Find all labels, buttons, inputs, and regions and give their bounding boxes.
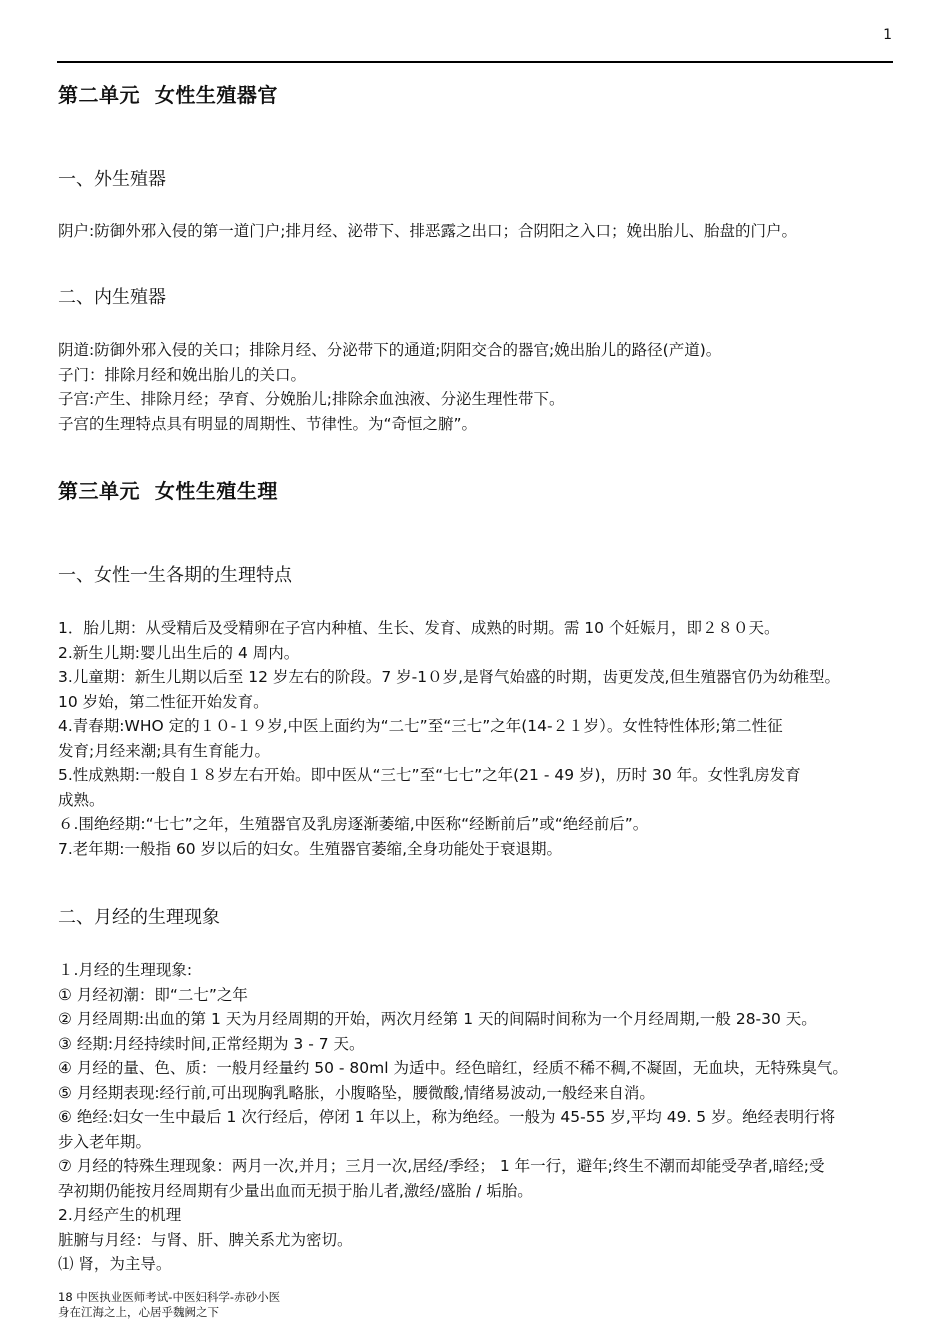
text-line: 孕初期仍能按月经周期有少量出血而无损于胎儿者,激经/盛胎 / 垢胎。 bbox=[58, 1181, 533, 1200]
unit-2-section-2-text bbox=[58, 338, 908, 436]
text-line: ③ 经期:月经持续时间,正常经期为 3 - 7 天。 bbox=[58, 1034, 365, 1053]
footer-line: 身在江海之上，心居乎魏阙之下 bbox=[58, 1305, 219, 1319]
text-line: 子门：排除月经和娩出胎儿的关口。 bbox=[58, 365, 307, 384]
text-line: 成熟。 bbox=[58, 790, 105, 809]
unit-3-section-1-title: 一、女性一生各期的生理特点 bbox=[58, 565, 292, 586]
unit-3-title: 第三单元 女性生殖生理 bbox=[58, 479, 278, 503]
footer-line: 18 中医执业医师考试-中医妇科学-赤砂小医 bbox=[58, 1290, 281, 1304]
text-line: 阴道:防御外邪入侵的关口；排除月经、分泌带下的通道;阴阳交合的器官;娩出胎儿的路径(产道)。 bbox=[58, 341, 722, 359]
unit-3-section-2-text bbox=[58, 958, 908, 1277]
text-line: 5.性成熟期:一般自１８岁左右开始。即中医从“三七”至“七七”之年(21 - 49 岁)，历时 30 年。女性乳房发育 bbox=[58, 766, 801, 784]
text-line: 1．胎儿期：从受精后及受精卵在子宫内种植、生长、发育、成熟的时期。需 10 个妊娠月，即２８０天。 bbox=[58, 619, 780, 637]
header-rule bbox=[57, 61, 893, 63]
page-footer bbox=[58, 1290, 280, 1320]
text-line: ⑥ 绝经:妇女一生中最后 1 次行经后，停闭 1 年以上，称为绝经。一般为 45-55 岁,平均 49. 5 岁。绝经表明行将 bbox=[58, 1108, 836, 1126]
text-line: 3.儿童期：新生儿期以后至 12 岁左右的阶段。7 岁-1０岁,是肾气始盛的时期，齿更发茂,但生殖器官仍为幼稚型。 bbox=[58, 668, 840, 686]
text-line: 阴户:防御外邪入侵的第一道门户;排月经、泌带下、排恶露之出口；合阴阳之入口；娩出胎儿、胎盘的门户。 bbox=[58, 222, 797, 240]
text-line: 脏腑与月经：与肾、肝、脾关系尤为密切。 bbox=[58, 1230, 353, 1249]
unit-3-section-2-title: 二、月经的生理现象 bbox=[58, 907, 220, 928]
text-line: 发育;月经来潮;具有生育能力。 bbox=[58, 741, 270, 760]
text-line: ６.围绝经期:“七七”之年，生殖器官及乳房逐渐萎缩,中医称“经断前后”或“绝经前后”。 bbox=[58, 815, 649, 833]
text-line: ⑦ 月经的特殊生理现象：两月一次,并月；三月一次,居经/季经； 1 年一行，避年;终生不潮而却能受孕者,暗经;受 bbox=[58, 1157, 825, 1175]
text-line: ④ 月经的量、色、质：一般月经量约 50 - 80ml 为适中。经色暗红，经质不稀不稠,不凝固，无血块，无特殊臭气。 bbox=[58, 1059, 848, 1077]
unit-3-section-1-text bbox=[58, 616, 908, 861]
text-line: 2.新生儿期:婴儿出生后的 4 周内。 bbox=[58, 643, 300, 662]
text-line: 4.青春期:WHO 定的１０-１９岁,中医上面约为“二七”至“三七”之年(14-２１岁）。女性特性体形;第二性征 bbox=[58, 717, 783, 735]
text-line: 10 岁始，第二性征开始发育。 bbox=[58, 692, 269, 711]
unit-2-section-1-text bbox=[58, 219, 908, 244]
text-line: ⑤ 月经期表现:经行前,可出现胸乳略胀，小腹略坠，腰微酸,情绪易波动,一般经来自消。 bbox=[58, 1083, 655, 1102]
unit-2-section-1-title: 一、外生殖器 bbox=[58, 169, 166, 190]
text-line: ⑴ 肾，为主导。 bbox=[58, 1255, 172, 1273]
unit-2-title: 第二单元 女性生殖器官 bbox=[58, 83, 278, 107]
text-line: 子宫的生理特点具有明显的周期性、节律性。为“奇恒之腑”。 bbox=[58, 414, 478, 433]
page-number: 1 bbox=[883, 27, 892, 43]
text-line: ② 月经周期:出血的第 1 天为月经周期的开始，两次月经第 1 天的间隔时间称为一个月经周期,一般 28-30 天。 bbox=[58, 1010, 817, 1028]
text-line: １.月经的生理现象: bbox=[58, 961, 193, 979]
unit-2-section-2-title: 二、内生殖器 bbox=[58, 287, 166, 308]
text-line: 步入老年期。 bbox=[58, 1132, 152, 1151]
text-line: 2.月经产生的机理 bbox=[58, 1206, 182, 1224]
text-line: 7.老年期:一般指 60 岁以后的妇女。生殖器官萎缩,全身功能处于衰退期。 bbox=[58, 839, 563, 858]
text-line: ① 月经初潮：即“二七”之年 bbox=[58, 985, 248, 1004]
text-line: 子宫:产生、排除月经；孕育、分娩胎儿;排除余血浊液、分泌生理性带下。 bbox=[58, 390, 565, 408]
